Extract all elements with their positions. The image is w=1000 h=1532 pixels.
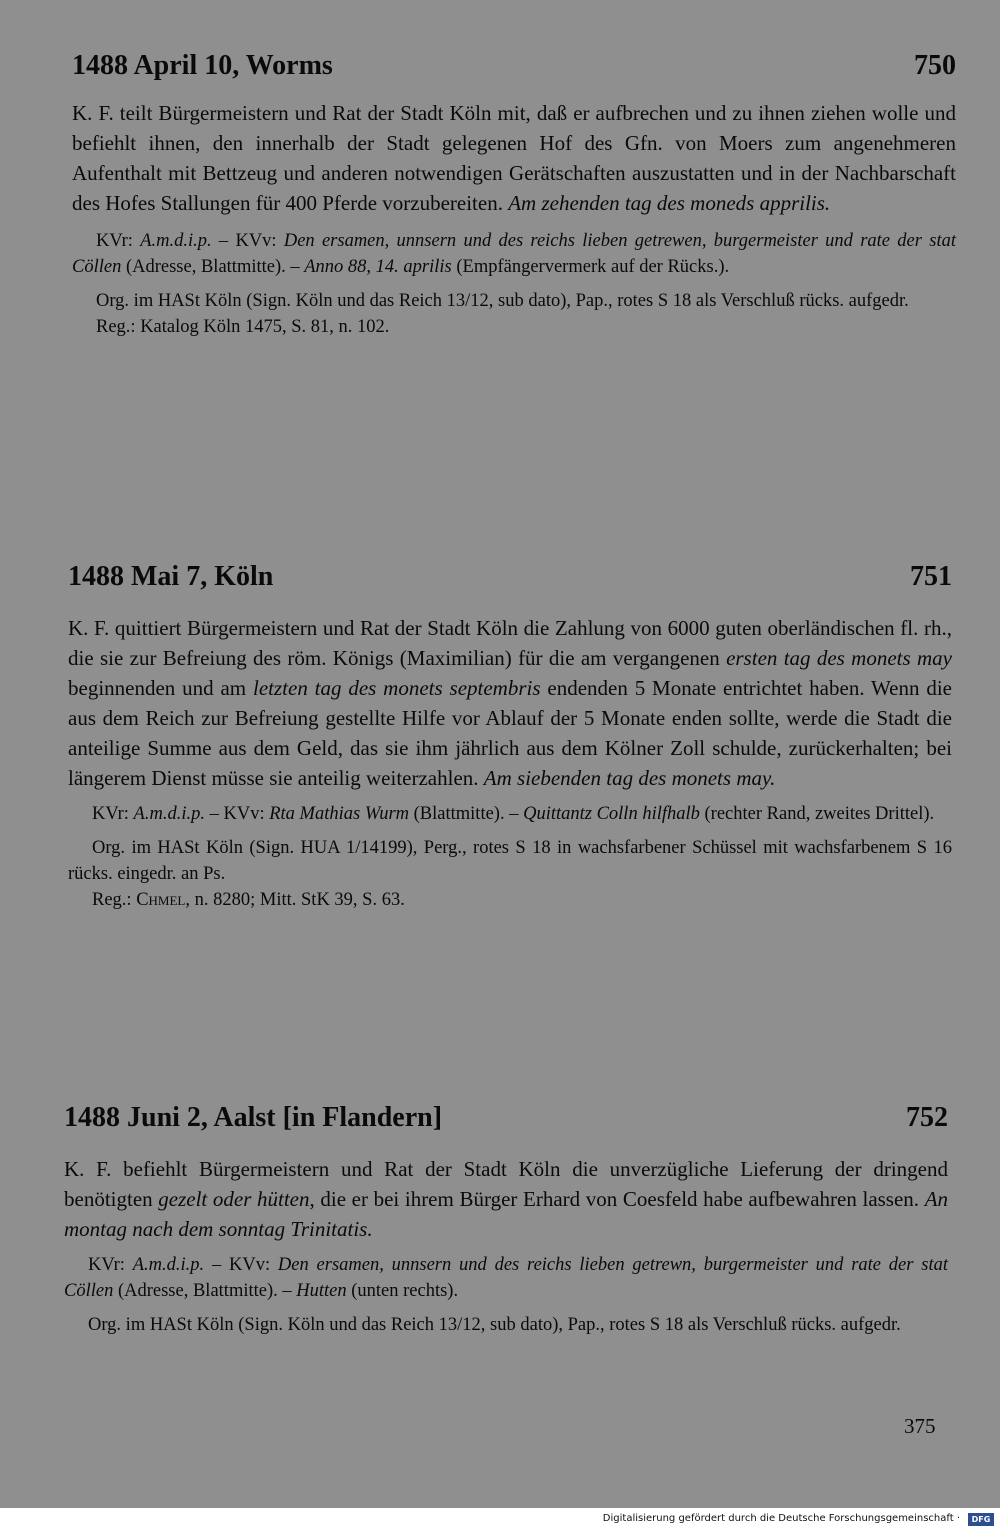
- entry-summary: [68, 613, 952, 793]
- italic-text: Anno 88, 14. aprilis: [304, 257, 452, 277]
- italic-text: Den ersamen, unnsern und des reichs lieben getrewen, burgermeister und rate der stat Cöllen: [72, 231, 956, 277]
- text-run: KVr:: [88, 1255, 133, 1275]
- regest-author: Chmel: [136, 890, 186, 910]
- entry-752: [64, 1104, 948, 1338]
- text-run: beginnenden und am: [68, 676, 253, 700]
- italic-text: Am zehenden tag des moneds apprilis.: [508, 191, 831, 215]
- entry-date-place: 1488 Juni 2, Aalst [in Flandern]: [64, 1102, 443, 1133]
- text-run: – KVv:: [204, 804, 270, 824]
- text-run: (rechter Rand, zweites Drittel).: [699, 804, 935, 824]
- text-run: (Empfängervermerk auf der Rücks.).: [451, 257, 730, 277]
- text-run: K. F. befiehlt Bürgermeistern und Rat der Stadt Köln die unverzügliche Lieferung der dringend benötigten: [64, 1157, 948, 1211]
- entry-heading: [64, 1104, 948, 1132]
- footer-bar: [0, 1508, 1000, 1532]
- original-note: Org. im HASt Köln (Sign. HUA 1/14199), Perg., rotes S 18 in wachsfarbener Schüssel mit wachsfarbenem S 16 rücks. eingedr. an Ps.: [68, 838, 952, 884]
- text-run: (Adresse, Blattmitte). –: [121, 257, 305, 277]
- text-run: , die er bei ihrem Bürger Erhard von Coesfeld habe aufbewahren lassen.: [309, 1187, 925, 1211]
- text-run: – KVv:: [204, 1255, 278, 1275]
- italic-text: A.m.d.i.p.: [132, 1255, 205, 1275]
- original-note: Org. im HASt Köln (Sign. Köln und das Reich 13/12, sub dato), Pap., rotes S 18 als Verschluß rücks. aufgedr.: [96, 291, 909, 311]
- regest-note: Reg.: Katalog Köln 1475, S. 81, n. 102.: [96, 317, 390, 337]
- endorsement-note: [64, 1252, 948, 1304]
- entry-heading: [68, 563, 952, 591]
- text-run: K. F. teilt Bürgermeistern und Rat der Stadt Köln mit, daß er aufbrechen und zu ihnen ziehen wolle und befiehlt ihnen, den innerhalb der Stadt gelegenen Hof des Gfn. von Moers zum angenehmeren Aufenthalt mit Bettzeug und anderen notwendigen Gerätschaften auszustatten und in der Nachbarschaft des Hofes Stallungen für 400 Pferde vorzubereiten.: [72, 101, 956, 215]
- entry-date-place: 1488 April 10, Worms: [72, 50, 333, 81]
- endorsement-note: [72, 228, 956, 280]
- text-run: K. F. quittiert Bürgermeistern und Rat der Stadt Köln die Zahlung von 6000 guten oberländischen fl. rh., die sie zur Befreiung des röm. Königs (Maximilian) für die am vergangenen: [68, 616, 952, 670]
- original-note: Org. im HASt Köln (Sign. Köln und das Reich 13/12, sub dato), Pap., rotes S 18 als Verschluß rücks. aufgedr.: [88, 1315, 901, 1335]
- text-run: (Blattmitte). –: [409, 804, 524, 824]
- text-run: endenden 5 Monate entrichtet haben. Wenn die aus dem Reich zur Befreiung gestellte Hilfe vor Ablauf der 5 Monate enden sollte, werde die Stadt die anteilige Summe aus dem Geld, das sie ihm jährlich aus dem Kölner Zoll schulde, zurückerhalten; bei längerem Dienst müsse sie anteilig weiterzahlen.: [68, 676, 952, 790]
- italic-text: ersten tag des monets may: [726, 646, 952, 670]
- text-run: (Adresse, Blattmitte). –: [113, 1281, 297, 1301]
- text-run: (unten rechts).: [346, 1281, 459, 1301]
- entry-summary: [64, 1154, 948, 1244]
- entry-number: 752: [906, 1102, 948, 1133]
- italic-text: Hutten: [296, 1281, 347, 1301]
- entry-750: [72, 52, 956, 340]
- regest-suffix: , n. 8280; Mitt. StK 39, S. 63.: [185, 890, 405, 910]
- italic-text: A.m.d.i.p.: [133, 804, 205, 824]
- italic-text: Rta Mathias Wurm: [269, 804, 410, 824]
- entry-number: 750: [914, 50, 956, 81]
- footer-credit: Digitalisierung gefördert durch die Deutsche Forschungsgemeinschaft ·: [602, 1513, 960, 1524]
- regest-prefix: Reg.:: [92, 890, 137, 910]
- page-number: 375: [904, 1414, 936, 1438]
- regest-note: [68, 887, 952, 913]
- italic-text: An montag nach dem sonntag Trinitatis.: [64, 1187, 949, 1241]
- italic-text: Quittantz Colln hilfhalb: [523, 804, 700, 824]
- italic-text: A.m.d.i.p.: [140, 231, 212, 251]
- italic-text: Den ersamen, unnsern und des reichs lieben getrewn, burgermeister und rate der stat Cöllen: [64, 1255, 948, 1301]
- entry-number: 751: [910, 561, 952, 592]
- endorsement-note: [68, 801, 952, 827]
- text-run: – KVv:: [211, 231, 284, 251]
- dfg-logo: DFG: [968, 1513, 994, 1526]
- entry-summary: [72, 98, 956, 218]
- italic-text: gezelt oder hütten: [158, 1187, 310, 1211]
- text-run: KVr:: [96, 231, 141, 251]
- italic-text: letzten tag des monets septembris: [253, 676, 541, 700]
- entry-date-place: 1488 Mai 7, Köln: [68, 561, 274, 592]
- text-run: KVr:: [92, 804, 134, 824]
- entry-751: [68, 563, 952, 913]
- entry-heading: [72, 52, 956, 80]
- italic-text: Am siebenden tag des monets may.: [483, 766, 776, 790]
